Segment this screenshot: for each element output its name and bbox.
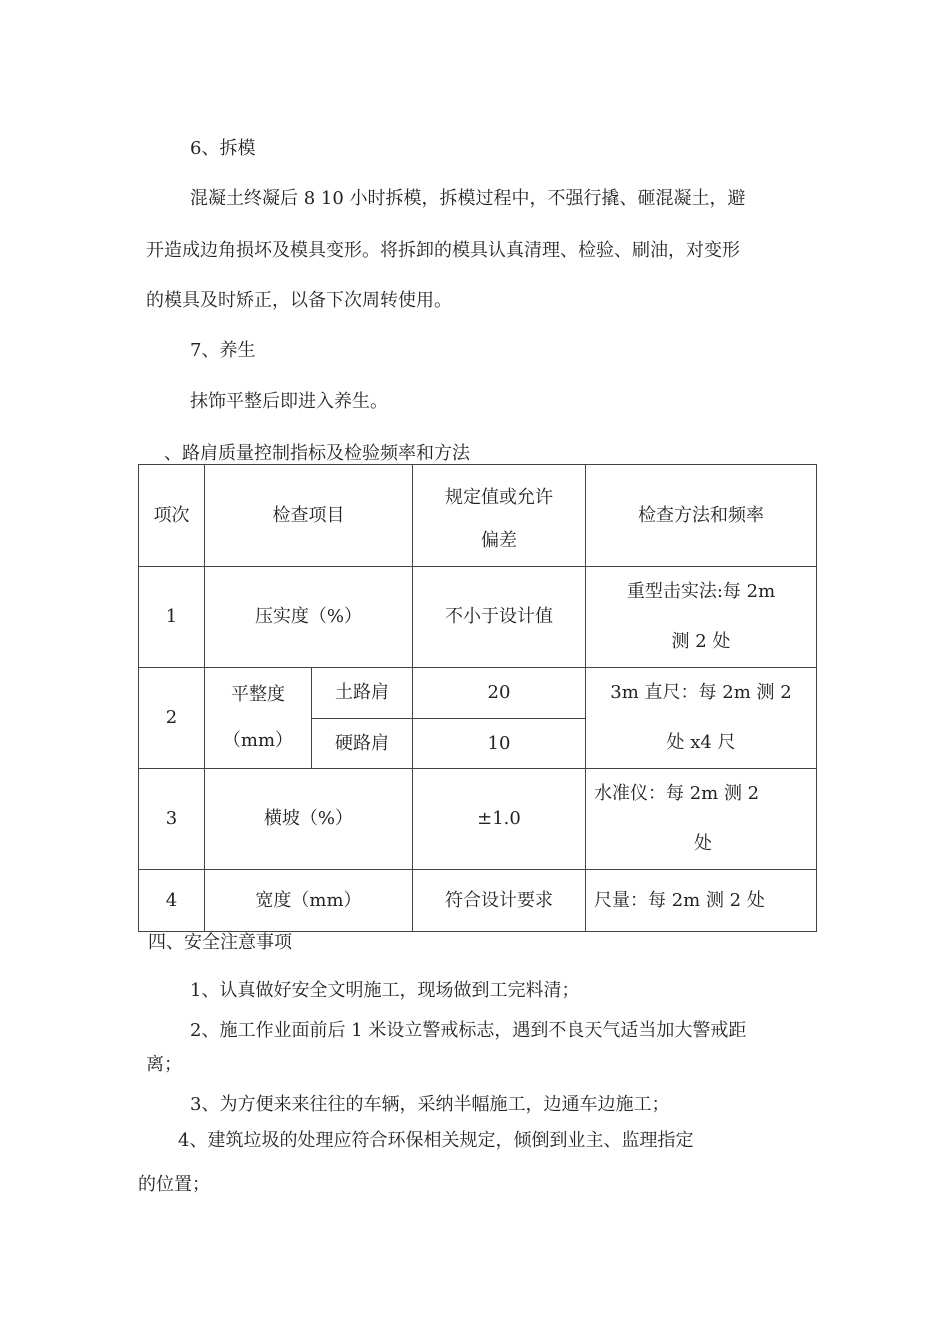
table-row xyxy=(139,567,817,668)
row-1-item: 压实度（%） xyxy=(205,567,413,668)
row-3-method-line-2: 处 xyxy=(694,833,712,854)
safety-item-2-line-1: 2、施工作业面前后 1 米设立警戒标志，遇到不良天气适当加大警戒距 xyxy=(190,1020,747,1041)
row-2-sub-1: 土路肩 xyxy=(312,668,413,719)
row-2-method xyxy=(586,668,817,769)
row-1-method xyxy=(586,567,817,668)
table-row xyxy=(139,769,817,870)
row-3-method xyxy=(586,769,817,870)
safety-item-1: 1、认真做好安全文明施工，现场做到工完料清； xyxy=(190,980,580,1001)
row-3-no: 3 xyxy=(139,769,205,870)
table-caption: 、路肩质量控制指标及检验频率和方法 xyxy=(164,443,470,464)
section-7-heading: 7、养生 xyxy=(190,340,256,361)
section-6-line-1: 混凝土终凝后 8 10 小时拆模，拆模过程中，不强行撬、砸混凝土，避 xyxy=(190,188,746,209)
row-2-item xyxy=(205,668,312,769)
row-3-value: ±1.0 xyxy=(413,769,586,870)
row-3-method-line-1: 水准仪：每 2m 测 2 xyxy=(594,783,760,804)
header-value-line-2: 偏差 xyxy=(481,529,517,551)
table-row xyxy=(139,668,817,719)
row-2-sub-1-value: 20 xyxy=(413,668,586,719)
row-1-method-line-2: 测 2 处 xyxy=(671,631,731,652)
header-method: 检查方法和频率 xyxy=(586,465,817,567)
safety-item-4-line-1: 4、建筑垃圾的处理应符合环保相关规定，倾倒到业主、监理指定 xyxy=(178,1130,694,1151)
header-value xyxy=(413,465,586,567)
row-1-value: 不小于设计值 xyxy=(413,567,586,668)
table-row xyxy=(139,870,817,932)
section-7-line: 抹饰平整后即进入养生。 xyxy=(190,391,388,412)
row-2-sub-2: 硬路肩 xyxy=(312,719,413,769)
row-1-method-line-1: 重型击实法:每 2m xyxy=(626,581,776,602)
section-6-heading: 6、拆模 xyxy=(190,138,256,159)
table-header-row xyxy=(139,465,817,567)
row-2-no: 2 xyxy=(139,668,205,769)
section-6-line-2: 开造成边角损坏及模具变形。将拆卸的模具认真清理、检验、刷油，对变形 xyxy=(146,240,740,261)
safety-item-2-line-2: 离； xyxy=(146,1054,182,1075)
row-2-sub-2-value: 10 xyxy=(413,719,586,769)
safety-item-3: 3、为方便来来往往的车辆，采纳半幅施工，边通车边施工； xyxy=(190,1094,670,1115)
safety-heading: 四、安全注意事项 xyxy=(148,932,292,953)
row-4-value: 符合设计要求 xyxy=(413,870,586,932)
row-1-no: 1 xyxy=(139,567,205,668)
row-4-no: 4 xyxy=(139,870,205,932)
row-2-method-line-2: 处 x4 尺 xyxy=(666,732,736,753)
quality-control-table xyxy=(138,464,817,932)
row-2-item-line-1: 平整度 xyxy=(231,684,285,705)
row-4-item: 宽度（mm） xyxy=(205,870,413,932)
header-item: 检查项目 xyxy=(205,465,413,567)
header-no: 项次 xyxy=(139,465,205,567)
safety-item-4-line-2: 的位置； xyxy=(138,1174,210,1195)
row-2-method-line-1: 3m 直尺：每 2m 测 2 xyxy=(610,682,792,703)
header-value-line-1: 规定值或允许 xyxy=(445,486,553,508)
row-3-item: 横坡（%） xyxy=(205,769,413,870)
row-4-method: 尺量：每 2m 测 2 处 xyxy=(586,870,817,932)
row-2-item-line-2: （mm） xyxy=(222,730,294,751)
section-6-line-3: 的模具及时矫正，以备下次周转使用。 xyxy=(146,290,452,311)
